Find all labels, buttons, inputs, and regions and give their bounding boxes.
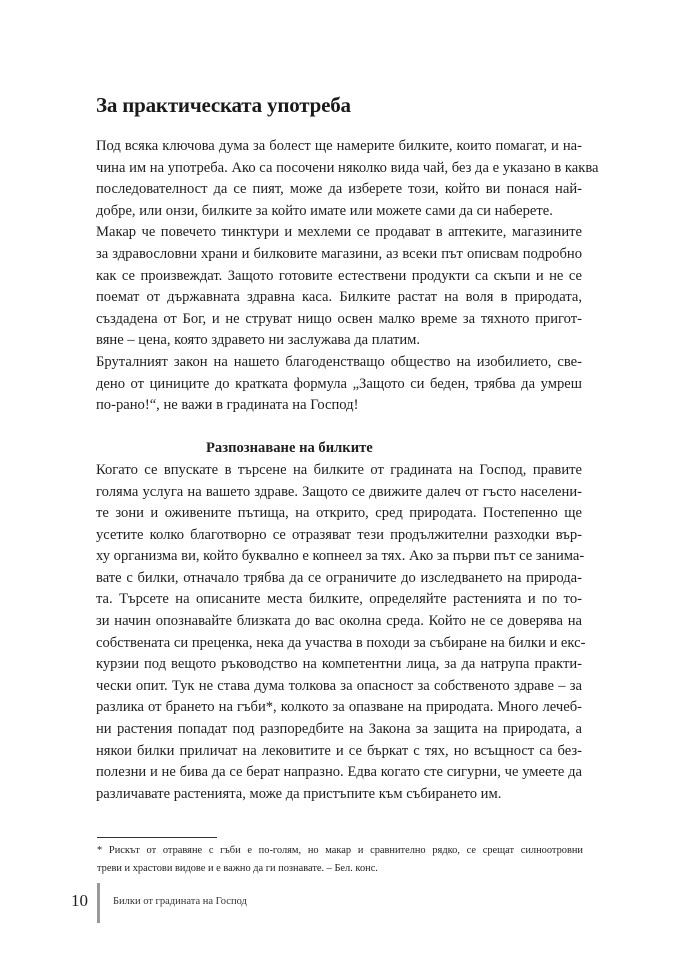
- paragraph-usage-1: [96, 136, 599, 222]
- footnote-line: треви и храстови видове и е важно да ги познавате. – Бел. конс.: [97, 862, 378, 874]
- text-line: Под всяка ключова дума за болест ще намерите билките, които помагат, и на-: [96, 138, 582, 154]
- running-title: Билки от градината на Господ: [113, 896, 247, 907]
- footnote: [97, 842, 583, 877]
- text-line: голяма услуга на вашето здраве. Защото се движите далеч от гъсто населени-: [96, 483, 582, 500]
- text-line: чина им на употреба. Ако са посочени няколко вида чай, без да е указано в каква: [96, 159, 599, 176]
- text-line: та. Търсете на описаните места билките, определяйте растенията и по то-: [96, 591, 582, 608]
- text-line: ни растения попадат под разпоредбите на Закона за защита на природата, а: [96, 721, 582, 738]
- paragraph-usage-2: [96, 222, 582, 352]
- text-line: Макар че повечето тинктури и мехлеми се продават в аптеките, магазините: [96, 224, 582, 241]
- text-line: някои билки приличат на лековитите и се бъркат с тях, но всъщност са без-: [96, 742, 582, 759]
- footer-divider: [97, 883, 100, 923]
- text-line: поемат от държавната здравна каса. Билките растат на воля в природата,: [96, 289, 582, 306]
- text-line: те зони и оживените пътища, на открито, сред природата. Постепенно ще: [96, 505, 582, 522]
- text-line: полезни и не бива да се берат напразно. Едва когато сте сигурни, че умеете да: [96, 764, 582, 781]
- text-line: ху организма ви, който буквално е копнеел за тях. Ако за първи път се занима-: [96, 548, 585, 565]
- text-line: как се произвеждат. Защото готовите естествени продукти са скъпи и не се: [96, 267, 582, 284]
- text-line: вате с билки, отначало трябва да се ограничите до изследването на природа-: [96, 569, 582, 586]
- text-line: различавате растенията, може да пристъпите към събирането им.: [96, 785, 502, 802]
- section-title: За практическата употреба: [96, 93, 351, 117]
- text-line: собствената си преценка, нека да участва в походи за събиране на билки и екс-: [96, 634, 586, 651]
- page-number: 10: [71, 891, 88, 910]
- text-line: Бруталният закон на нашето благоденстващо общество на изобилието, све-: [96, 353, 582, 370]
- text-line: Когато се впускате в търсене на билките от градината на Господ, правите: [96, 461, 582, 478]
- text-line: усетите колко благотворно се отразяват тези продължителни разходки вър-: [96, 526, 582, 543]
- text-line: добре, или онзи, билките за който имате или можете сами да си наберете.: [96, 202, 553, 219]
- text-line: курзии под вещото ръководство на компетентни лица, за да натрупа практи-: [96, 656, 582, 673]
- text-line: създадена от Бог, и не струват нищо освен малко време за тяхното пригот-: [96, 310, 582, 327]
- text-line: по-рано!“, не важи в градината на Господ!: [96, 397, 359, 414]
- footnote-line: * Рискът от отравяне с гъби е по-голям, но макар и сравнително рядко, се срещат силноотровни: [97, 845, 583, 856]
- text-line: вяне – цена, която здравето ни заслужава да платим.: [96, 332, 421, 349]
- text-line: чески опит. Тук не става дума толкова за опасност за собственото здраве – за: [96, 677, 582, 694]
- text-line: разлика от брането на гъби*, колкото за опазване на природата. Много лечеб-: [96, 699, 582, 716]
- text-line: дено от циниците до кратката формула „Защото си беден, трябва да умреш: [96, 375, 582, 392]
- text-line: последователност да се пият, може да изберете този, който ви понася най-: [96, 181, 582, 198]
- text-line: зи начин опознавайте близката до вас околна среда. Който не се доверява на: [96, 613, 582, 630]
- text-line: за здравословни храни и билковите магазини, аз всеки път описвам подробно: [96, 245, 582, 262]
- paragraph-recognition: [96, 460, 586, 806]
- footnote-rule: [97, 837, 217, 838]
- paragraph-usage-3: [96, 352, 582, 417]
- body-text: [96, 136, 599, 805]
- subsection-title: Разпознаване на билките: [206, 440, 373, 457]
